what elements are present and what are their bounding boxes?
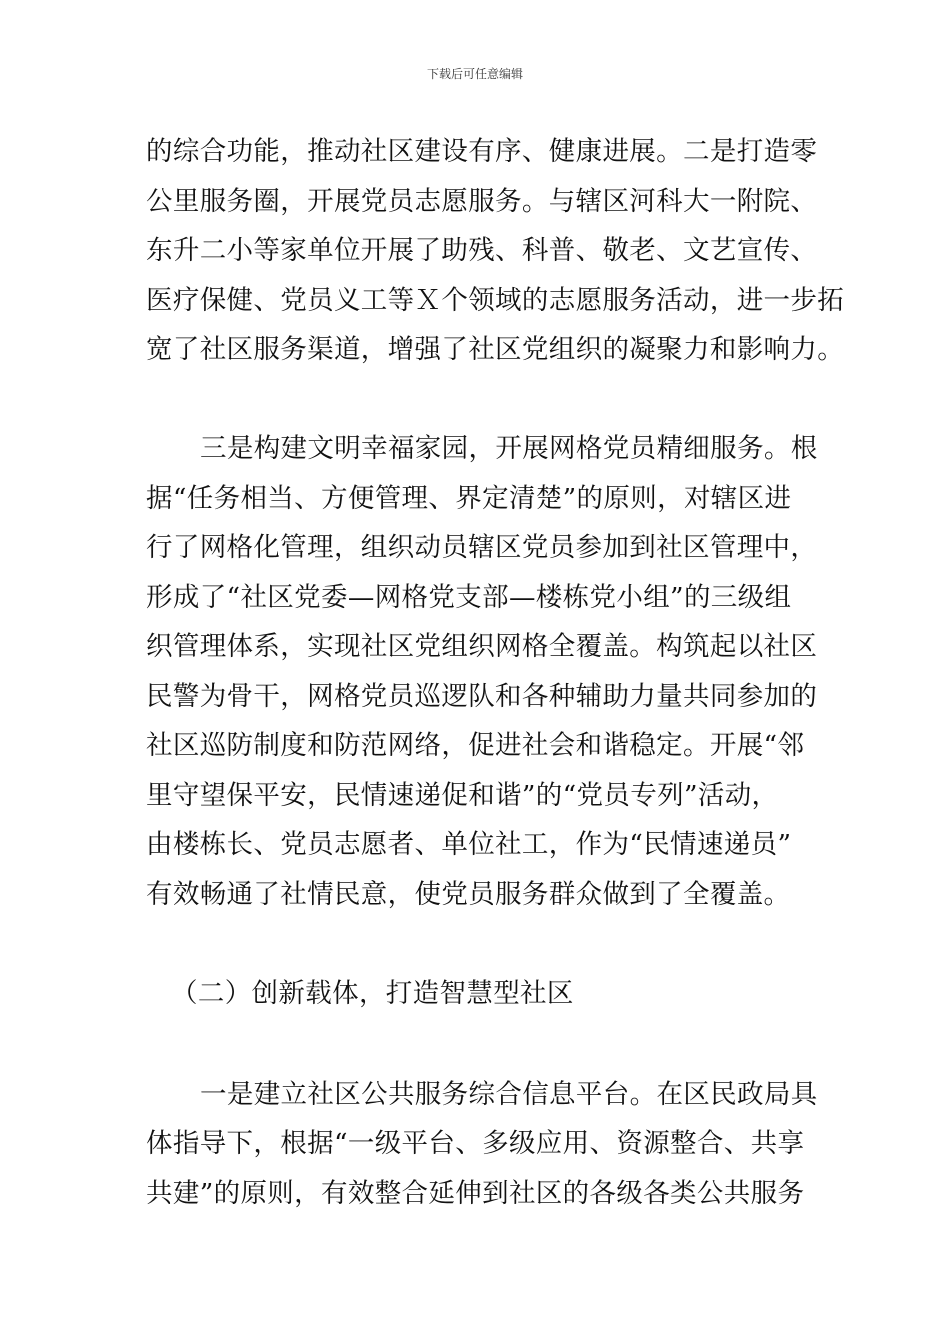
text-line: 宽了社区服务渠道，增强了社区党组织的凝聚力和影响力。 (146, 334, 845, 365)
text-line: 体指导下，根据“一级平台、多级应用、资源整合、共享 (146, 1128, 805, 1159)
document-body (146, 127, 845, 1218)
text-line: 由楼栋长、党员志愿者、单位社工，作为“民情速递员” (146, 829, 792, 860)
text-line: 据“任务相当、方便管理、界定清楚”的原则，对辖区进 (146, 482, 792, 514)
text-line: 织管理体系，实现社区党组织网格全覆盖。构筑起以社区 (146, 631, 818, 662)
paragraph-grid-service (146, 424, 818, 919)
page-header: 下载后可任意编辑 (426, 67, 523, 81)
section-heading (146, 969, 808, 1019)
paragraph-info-platform (146, 1070, 818, 1219)
text-line: 东升二小等家单位开展了助残、科普、敬老、文艺宣传、 (146, 235, 818, 266)
text-line: 公里服务圈，开展党员志愿服务。与辖区河科大一附院、 (146, 185, 818, 217)
text-line: 行了网格化管理，组织动员辖区党员参加到社区管理中， (146, 532, 818, 563)
text-line: 社区巡防制度和防范网络，促进社会和谐稳定。开展“邻 (146, 730, 805, 761)
text-line: 里守望保平安，民情速递促和谐”的“党员专列”活动， (146, 779, 779, 811)
text-line: 医疗保健、党员义工等Ｘ个领域的志愿服务活动，进一步拓 (146, 284, 845, 316)
heading-text: （二）创新载体，打造智慧型社区 (171, 978, 574, 1009)
text-line: 共建”的原则，有效整合延伸到社区的各级各类公共服务 (146, 1177, 805, 1209)
text-line: 形成了“社区党委—网格党支部—楼栋党小组”的三级组 (146, 581, 792, 613)
text-line: 的综合功能，推动社区建设有序、健康进展。二是打造零 (146, 136, 818, 167)
paragraph-continuation (146, 127, 845, 375)
text-line: 一是建立社区公共服务综合信息平台。在区民政局具 (200, 1078, 818, 1110)
text-line: 三是构建文明幸福家园，开展网格党员精细服务。根 (200, 433, 818, 464)
text-line: 有效畅通了社情民意，使党员服务群众做到了全覆盖。 (146, 878, 791, 910)
text-line: 民警为骨干，网格党员巡逻队和各种辅助力量共同参加的 (146, 680, 818, 712)
